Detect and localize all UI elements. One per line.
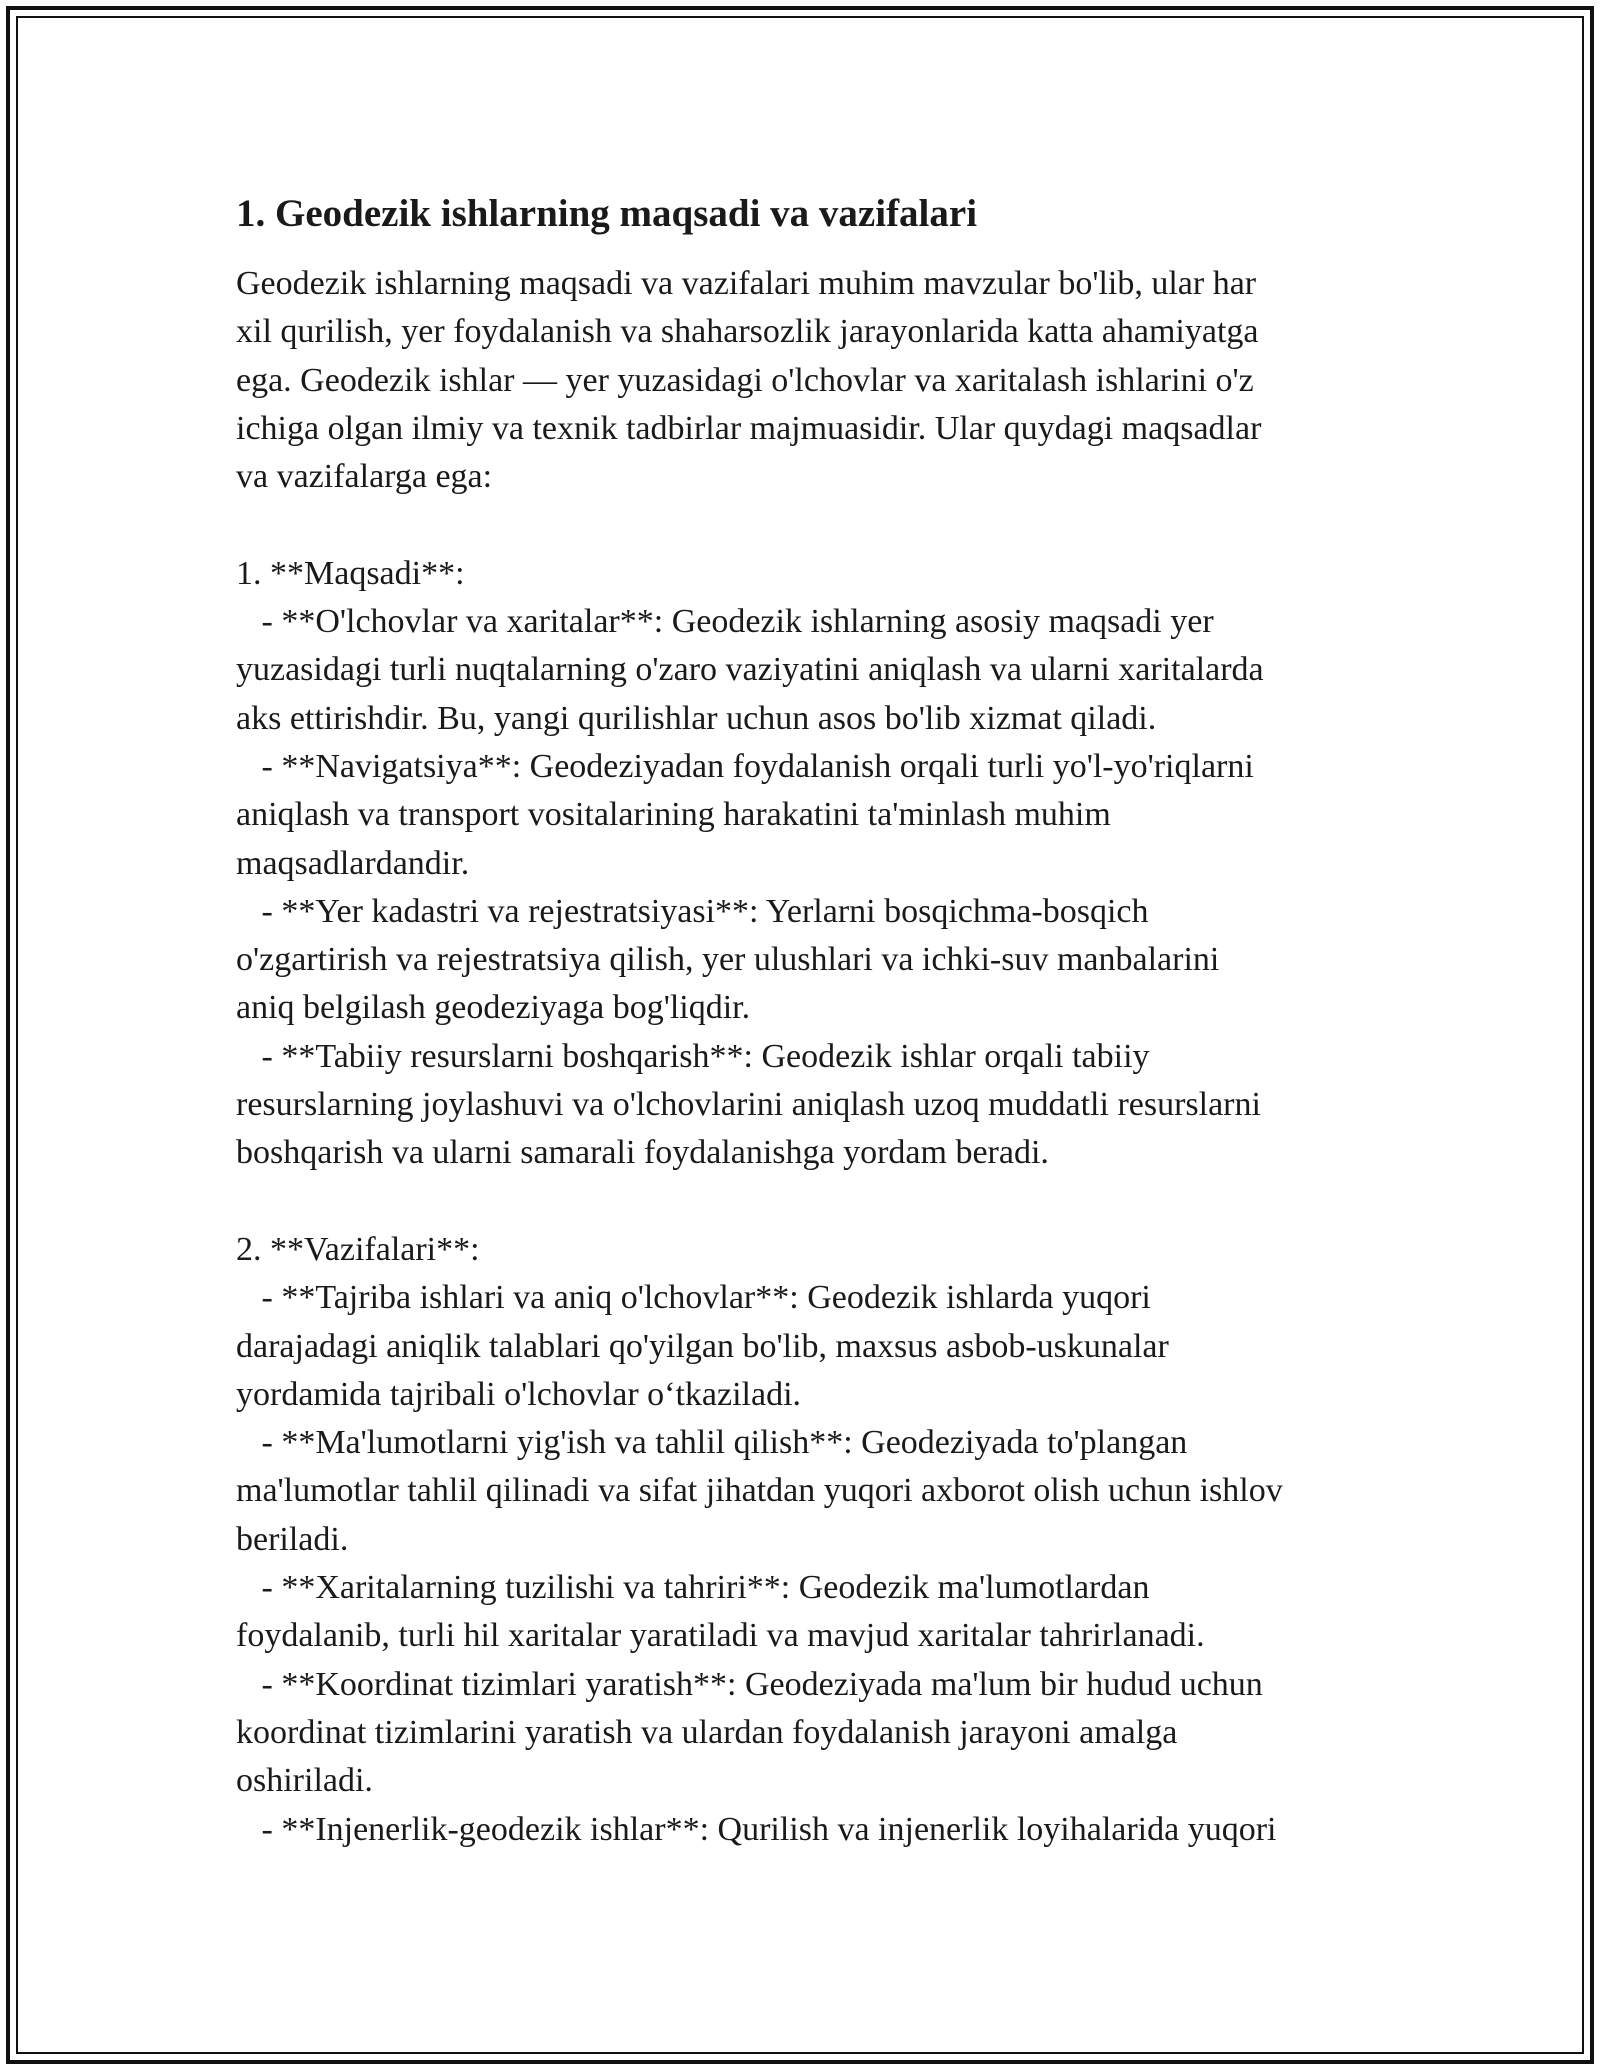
document-content xyxy=(236,188,1366,1854)
section-heading: 1. Geodezik ishlarning maqsadi va vazifalari xyxy=(236,192,978,235)
body-text: Geodezik ishlarning maqsadi va vazifalari muhim mavzular bo'lib, ular har xil qurilish, yer foydalanish va shaharsozlik jarayonlarida katta ahamiyatga ega. Geodezik ishlar — yer yuzasidagi o'lchovlar va xaritalash ishlarini o'z ichiga olgan ilmiy va texnik tadbirlar majmuasidir. Ular quydagi maqsadlar va vazifalarga ega: 1. **Maqsadi**: - **O'lchovlar va xaritalar**: Geodezik ishlarning asosiy maqsadi yer yuzasidagi turli nuqtalarning o'zaro vaziyatini aniqlash va ularni xaritalarda aks ettirishdir. Bu, yangi qurilishlar uchun asos bo'lib xizmat qiladi. - **Navigatsiya**: Geodeziyadan foydalanish orqali turli yo'l-yo'riqlarni aniqlash va transport vositalarining harakatini ta'minlash muhim maqsadlardandir. - **Yer kadastri va rejestratsiyasi**: Yerlarni bosqichma-bosqich o'zgartirish va rejestratsiya qilish, yer ulushlari va ichki-suv manbalarini aniq belgilash geodeziyaga bog'liqdir. - **Tabiiy resurslarni boshqarish**: Geodezik ishlar orqali tabiiy resurslarning joylashuvi va o'lchovlarini aniqlash uzoq muddatli resurslarni boshqarish va ularni samarali foydalanishga yordam beradi. 2. **Vazifalari**: - **Tajriba ishlari va aniq o'lchovlar**: Geodezik ishlarda yuqori darajadagi aniqlik talablari qo'yilgan bo'lib, maxsus asbob-uskunalar yordamida tajribali o'lchovlar o‘tkaziladi. - **Ma'lumotlarni yig'ish va tahlil qilish**: Geodeziyada to'plangan ma'lumotlar tahlil qilinadi va sifat jihatdan yuqori axborot olish uchun ishlov beriladi. - **Xaritalarning tuzilishi va tahriri**: Geodezik ma'lumotlardan foydalanib, turli hil xaritalar yaratiladi va mavjud xaritalar tahrirlanadi. - **Koordinat tizimlari yaratish**: Geodeziyada ma'lum bir hudud uchun koordinat tizimlarini yaratish va ulardan foydalanish jarayoni amalga oshiriladi. - **Injenerlik-geodezik ishlar**: Qurilish va injenerlik loyihalarida yuqori xyxy=(236,265,1283,1848)
